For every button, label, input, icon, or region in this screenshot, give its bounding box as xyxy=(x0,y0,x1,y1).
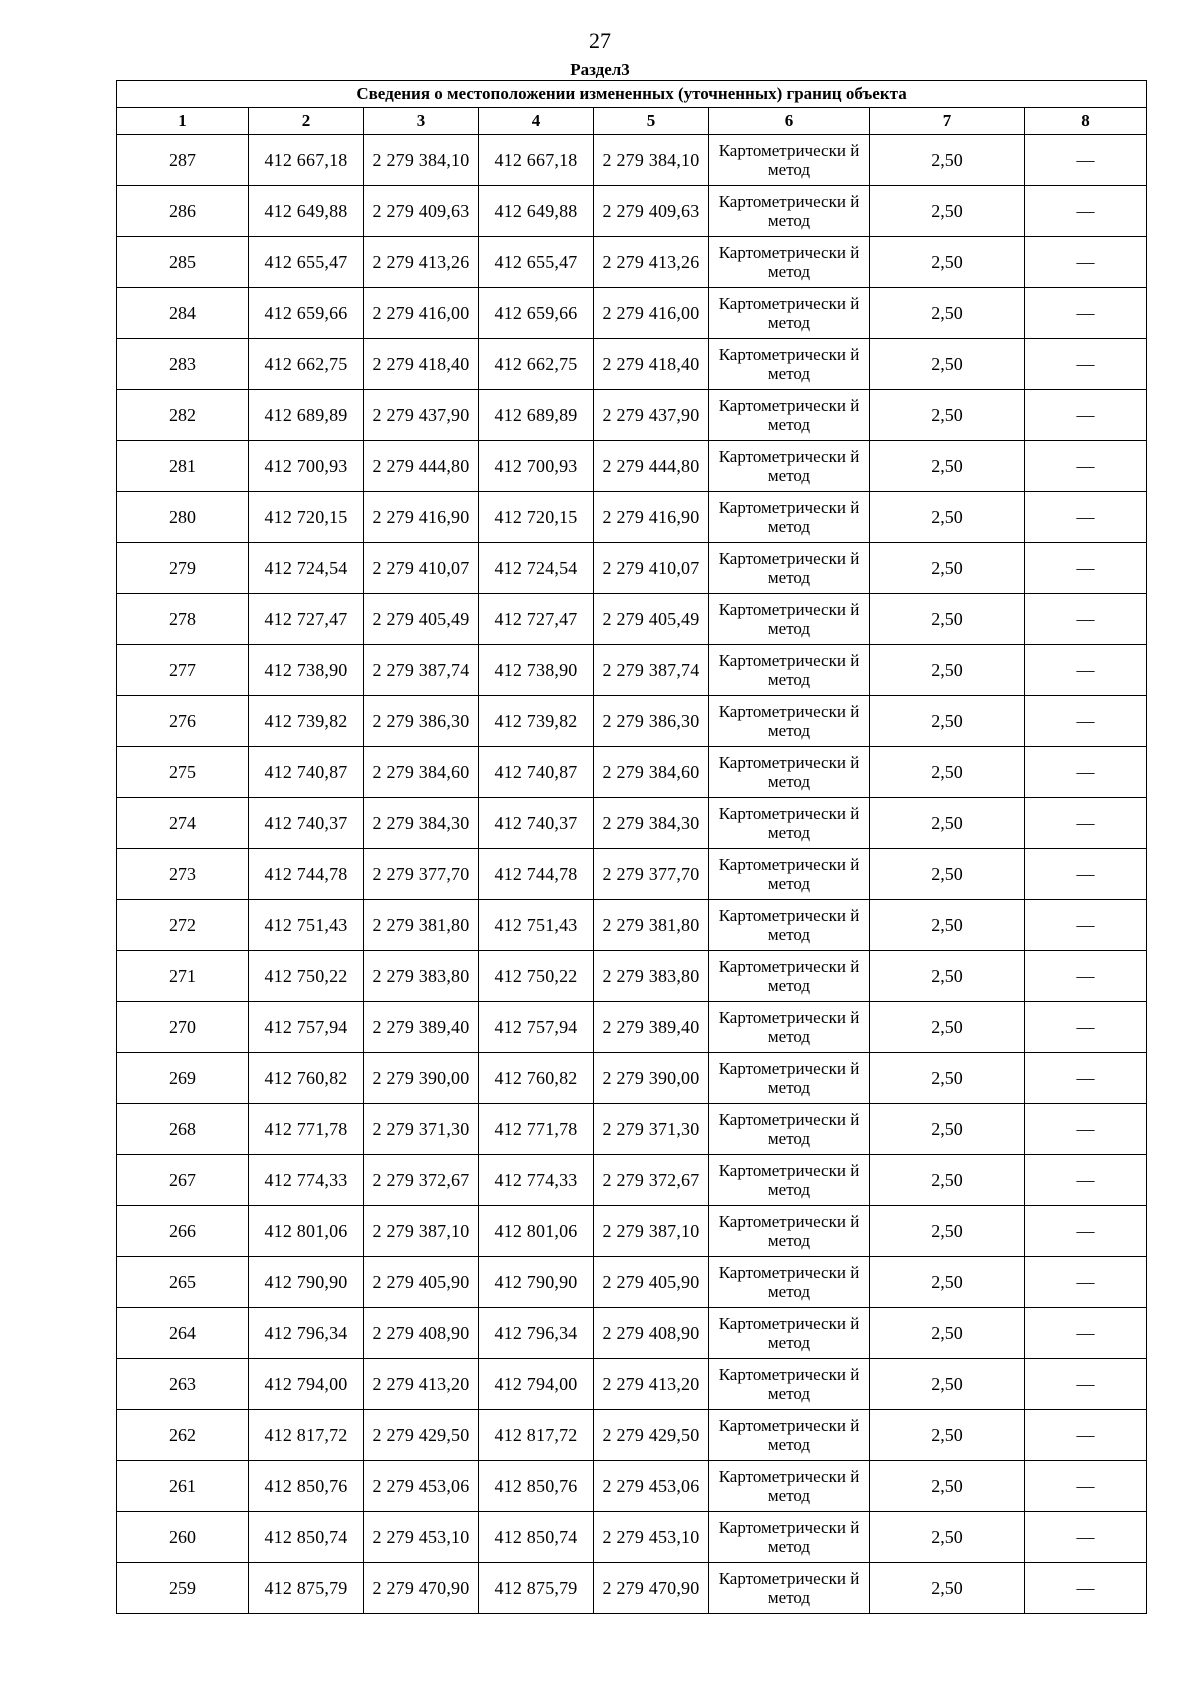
column-number-row xyxy=(117,108,1147,135)
x-new-cell: 412 700,93 xyxy=(479,441,594,492)
y-existing-cell: 2 279 381,80 xyxy=(364,900,479,951)
y-existing-cell: 2 279 418,40 xyxy=(364,339,479,390)
x-new-cell: 412 771,78 xyxy=(479,1104,594,1155)
column-number: 3 xyxy=(364,108,479,135)
table-row xyxy=(117,288,1147,339)
x-new-cell: 412 667,18 xyxy=(479,135,594,186)
description-cell: — xyxy=(1025,237,1147,288)
accuracy-cell: 2,50 xyxy=(870,1206,1025,1257)
x-new-cell: 412 744,78 xyxy=(479,849,594,900)
method-cell: Картометрически й метод xyxy=(709,1104,870,1155)
x-existing-cell: 412 850,74 xyxy=(249,1512,364,1563)
x-new-cell: 412 757,94 xyxy=(479,1002,594,1053)
column-number: 1 xyxy=(117,108,249,135)
accuracy-cell: 2,50 xyxy=(870,339,1025,390)
point-number-cell: 277 xyxy=(117,645,249,696)
y-existing-cell: 2 279 387,10 xyxy=(364,1206,479,1257)
description-cell: — xyxy=(1025,594,1147,645)
point-number-cell: 274 xyxy=(117,798,249,849)
method-cell: Картометрически й метод xyxy=(709,1308,870,1359)
method-cell: Картометрически й метод xyxy=(709,390,870,441)
x-new-cell: 412 790,90 xyxy=(479,1257,594,1308)
x-existing-cell: 412 740,37 xyxy=(249,798,364,849)
accuracy-cell: 2,50 xyxy=(870,186,1025,237)
y-new-cell: 2 279 389,40 xyxy=(594,1002,709,1053)
x-existing-cell: 412 739,82 xyxy=(249,696,364,747)
y-new-cell: 2 279 416,90 xyxy=(594,492,709,543)
accuracy-cell: 2,50 xyxy=(870,543,1025,594)
y-new-cell: 2 279 387,74 xyxy=(594,645,709,696)
y-new-cell: 2 279 377,70 xyxy=(594,849,709,900)
y-new-cell: 2 279 381,80 xyxy=(594,900,709,951)
x-new-cell: 412 739,82 xyxy=(479,696,594,747)
accuracy-cell: 2,50 xyxy=(870,1461,1025,1512)
page-number: 27 xyxy=(589,28,611,53)
x-existing-cell: 412 751,43 xyxy=(249,900,364,951)
method-cell: Картометрически й метод xyxy=(709,339,870,390)
table-row xyxy=(117,849,1147,900)
x-existing-cell: 412 774,33 xyxy=(249,1155,364,1206)
method-cell: Картометрически й метод xyxy=(709,1563,870,1614)
description-cell: — xyxy=(1025,1002,1147,1053)
point-number-cell: 260 xyxy=(117,1512,249,1563)
table-row xyxy=(117,645,1147,696)
method-cell: Картометрически й метод xyxy=(709,798,870,849)
y-new-cell: 2 279 405,49 xyxy=(594,594,709,645)
point-number-cell: 271 xyxy=(117,951,249,1002)
accuracy-cell: 2,50 xyxy=(870,1563,1025,1614)
description-cell: — xyxy=(1025,1563,1147,1614)
x-new-cell: 412 740,37 xyxy=(479,798,594,849)
table-row xyxy=(117,135,1147,186)
description-cell: — xyxy=(1025,1308,1147,1359)
x-existing-cell: 412 796,34 xyxy=(249,1308,364,1359)
description-cell: — xyxy=(1025,1410,1147,1461)
accuracy-cell: 2,50 xyxy=(870,645,1025,696)
y-existing-cell: 2 279 387,74 xyxy=(364,645,479,696)
y-new-cell: 2 279 453,10 xyxy=(594,1512,709,1563)
y-existing-cell: 2 279 408,90 xyxy=(364,1308,479,1359)
y-existing-cell: 2 279 377,70 xyxy=(364,849,479,900)
point-number-cell: 284 xyxy=(117,288,249,339)
x-existing-cell: 412 850,76 xyxy=(249,1461,364,1512)
table-row xyxy=(117,1206,1147,1257)
x-existing-cell: 412 750,22 xyxy=(249,951,364,1002)
x-new-cell: 412 738,90 xyxy=(479,645,594,696)
y-new-cell: 2 279 413,20 xyxy=(594,1359,709,1410)
column-number: 6 xyxy=(709,108,870,135)
x-existing-cell: 412 740,87 xyxy=(249,747,364,798)
point-number-cell: 270 xyxy=(117,1002,249,1053)
x-existing-cell: 412 744,78 xyxy=(249,849,364,900)
description-cell: — xyxy=(1025,1053,1147,1104)
accuracy-cell: 2,50 xyxy=(870,1104,1025,1155)
x-existing-cell: 412 757,94 xyxy=(249,1002,364,1053)
column-number: 4 xyxy=(479,108,594,135)
table-row xyxy=(117,237,1147,288)
y-new-cell: 2 279 416,00 xyxy=(594,288,709,339)
point-number-cell: 278 xyxy=(117,594,249,645)
x-existing-cell: 412 801,06 xyxy=(249,1206,364,1257)
description-cell: — xyxy=(1025,1155,1147,1206)
table-row xyxy=(117,441,1147,492)
table-row xyxy=(117,1512,1147,1563)
y-new-cell: 2 279 410,07 xyxy=(594,543,709,594)
x-existing-cell: 412 689,89 xyxy=(249,390,364,441)
method-cell: Картометрически й метод xyxy=(709,1053,870,1104)
method-cell: Картометрически й метод xyxy=(709,696,870,747)
y-new-cell: 2 279 408,90 xyxy=(594,1308,709,1359)
accuracy-cell: 2,50 xyxy=(870,594,1025,645)
point-number-cell: 265 xyxy=(117,1257,249,1308)
x-new-cell: 412 659,66 xyxy=(479,288,594,339)
table-row xyxy=(117,1002,1147,1053)
description-cell: — xyxy=(1025,441,1147,492)
y-new-cell: 2 279 386,30 xyxy=(594,696,709,747)
accuracy-cell: 2,50 xyxy=(870,951,1025,1002)
x-existing-cell: 412 655,47 xyxy=(249,237,364,288)
description-cell: — xyxy=(1025,390,1147,441)
x-existing-cell: 412 738,90 xyxy=(249,645,364,696)
y-existing-cell: 2 279 389,40 xyxy=(364,1002,479,1053)
x-existing-cell: 412 817,72 xyxy=(249,1410,364,1461)
column-number: 7 xyxy=(870,108,1025,135)
x-new-cell: 412 662,75 xyxy=(479,339,594,390)
description-cell: — xyxy=(1025,339,1147,390)
column-number: 8 xyxy=(1025,108,1147,135)
accuracy-cell: 2,50 xyxy=(870,1359,1025,1410)
point-number-cell: 285 xyxy=(117,237,249,288)
method-cell: Картометрически й метод xyxy=(709,1461,870,1512)
y-existing-cell: 2 279 405,49 xyxy=(364,594,479,645)
description-cell: — xyxy=(1025,1512,1147,1563)
table-row xyxy=(117,1410,1147,1461)
x-existing-cell: 412 659,66 xyxy=(249,288,364,339)
accuracy-cell: 2,50 xyxy=(870,237,1025,288)
description-cell: — xyxy=(1025,492,1147,543)
y-new-cell: 2 279 390,00 xyxy=(594,1053,709,1104)
accuracy-cell: 2,50 xyxy=(870,849,1025,900)
y-existing-cell: 2 279 416,00 xyxy=(364,288,479,339)
description-cell: — xyxy=(1025,1257,1147,1308)
point-number-cell: 286 xyxy=(117,186,249,237)
description-cell: — xyxy=(1025,900,1147,951)
y-existing-cell: 2 279 372,67 xyxy=(364,1155,479,1206)
x-new-cell: 412 760,82 xyxy=(479,1053,594,1104)
x-existing-cell: 412 771,78 xyxy=(249,1104,364,1155)
table-row xyxy=(117,543,1147,594)
x-new-cell: 412 649,88 xyxy=(479,186,594,237)
y-existing-cell: 2 279 384,30 xyxy=(364,798,479,849)
x-existing-cell: 412 662,75 xyxy=(249,339,364,390)
x-new-cell: 412 655,47 xyxy=(479,237,594,288)
method-cell: Картометрически й метод xyxy=(709,900,870,951)
accuracy-cell: 2,50 xyxy=(870,135,1025,186)
y-new-cell: 2 279 429,50 xyxy=(594,1410,709,1461)
x-existing-cell: 412 727,47 xyxy=(249,594,364,645)
y-new-cell: 2 279 470,90 xyxy=(594,1563,709,1614)
point-number-cell: 282 xyxy=(117,390,249,441)
point-number-cell: 269 xyxy=(117,1053,249,1104)
y-new-cell: 2 279 405,90 xyxy=(594,1257,709,1308)
boundary-coordinates-table xyxy=(116,80,1147,1614)
table-caption-row xyxy=(117,81,1147,108)
table-row xyxy=(117,1155,1147,1206)
x-new-cell: 412 689,89 xyxy=(479,390,594,441)
method-cell: Картометрически й метод xyxy=(709,1257,870,1308)
point-number-cell: 263 xyxy=(117,1359,249,1410)
y-new-cell: 2 279 372,67 xyxy=(594,1155,709,1206)
description-cell: — xyxy=(1025,1461,1147,1512)
method-cell: Картометрически й метод xyxy=(709,237,870,288)
y-existing-cell: 2 279 384,60 xyxy=(364,747,479,798)
y-existing-cell: 2 279 390,00 xyxy=(364,1053,479,1104)
method-cell: Картометрически й метод xyxy=(709,594,870,645)
y-existing-cell: 2 279 437,90 xyxy=(364,390,479,441)
point-number-cell: 287 xyxy=(117,135,249,186)
table-row xyxy=(117,1053,1147,1104)
y-existing-cell: 2 279 429,50 xyxy=(364,1410,479,1461)
description-cell: — xyxy=(1025,186,1147,237)
accuracy-cell: 2,50 xyxy=(870,696,1025,747)
description-cell: — xyxy=(1025,951,1147,1002)
accuracy-cell: 2,50 xyxy=(870,1155,1025,1206)
x-existing-cell: 412 667,18 xyxy=(249,135,364,186)
x-new-cell: 412 875,79 xyxy=(479,1563,594,1614)
x-existing-cell: 412 720,15 xyxy=(249,492,364,543)
y-existing-cell: 2 279 409,63 xyxy=(364,186,479,237)
method-cell: Картометрически й метод xyxy=(709,1410,870,1461)
description-cell: — xyxy=(1025,798,1147,849)
point-number-cell: 266 xyxy=(117,1206,249,1257)
method-cell: Картометрически й метод xyxy=(709,1206,870,1257)
x-existing-cell: 412 724,54 xyxy=(249,543,364,594)
point-number-cell: 276 xyxy=(117,696,249,747)
y-new-cell: 2 279 387,10 xyxy=(594,1206,709,1257)
y-existing-cell: 2 279 413,26 xyxy=(364,237,479,288)
method-cell: Картометрически й метод xyxy=(709,441,870,492)
table-row xyxy=(117,798,1147,849)
point-number-cell: 261 xyxy=(117,1461,249,1512)
method-cell: Картометрически й метод xyxy=(709,1002,870,1053)
table-row xyxy=(117,900,1147,951)
description-cell: — xyxy=(1025,696,1147,747)
accuracy-cell: 2,50 xyxy=(870,1257,1025,1308)
column-number: 2 xyxy=(249,108,364,135)
x-new-cell: 412 751,43 xyxy=(479,900,594,951)
y-existing-cell: 2 279 453,06 xyxy=(364,1461,479,1512)
y-existing-cell: 2 279 416,90 xyxy=(364,492,479,543)
method-cell: Картометрически й метод xyxy=(709,1512,870,1563)
point-number-cell: 283 xyxy=(117,339,249,390)
point-number-cell: 273 xyxy=(117,849,249,900)
y-new-cell: 2 279 437,90 xyxy=(594,390,709,441)
x-new-cell: 412 850,76 xyxy=(479,1461,594,1512)
y-new-cell: 2 279 383,80 xyxy=(594,951,709,1002)
method-cell: Картометрически й метод xyxy=(709,1155,870,1206)
table-row xyxy=(117,1104,1147,1155)
y-new-cell: 2 279 444,80 xyxy=(594,441,709,492)
x-existing-cell: 412 794,00 xyxy=(249,1359,364,1410)
table-row xyxy=(117,1461,1147,1512)
accuracy-cell: 2,50 xyxy=(870,390,1025,441)
y-existing-cell: 2 279 383,80 xyxy=(364,951,479,1002)
x-new-cell: 412 774,33 xyxy=(479,1155,594,1206)
y-new-cell: 2 279 384,60 xyxy=(594,747,709,798)
table-row xyxy=(117,339,1147,390)
x-existing-cell: 412 790,90 xyxy=(249,1257,364,1308)
accuracy-cell: 2,50 xyxy=(870,798,1025,849)
method-cell: Картометрически й метод xyxy=(709,186,870,237)
table-row xyxy=(117,951,1147,1002)
accuracy-cell: 2,50 xyxy=(870,492,1025,543)
method-cell: Картометрически й метод xyxy=(709,492,870,543)
method-cell: Картометрически й метод xyxy=(709,645,870,696)
x-existing-cell: 412 875,79 xyxy=(249,1563,364,1614)
y-new-cell: 2 279 384,10 xyxy=(594,135,709,186)
accuracy-cell: 2,50 xyxy=(870,747,1025,798)
point-number-cell: 275 xyxy=(117,747,249,798)
y-existing-cell: 2 279 371,30 xyxy=(364,1104,479,1155)
y-new-cell: 2 279 409,63 xyxy=(594,186,709,237)
point-number-cell: 280 xyxy=(117,492,249,543)
y-existing-cell: 2 279 410,07 xyxy=(364,543,479,594)
accuracy-cell: 2,50 xyxy=(870,441,1025,492)
y-existing-cell: 2 279 413,20 xyxy=(364,1359,479,1410)
description-cell: — xyxy=(1025,747,1147,798)
table-row xyxy=(117,696,1147,747)
point-number-cell: 272 xyxy=(117,900,249,951)
point-number-cell: 262 xyxy=(117,1410,249,1461)
x-new-cell: 412 850,74 xyxy=(479,1512,594,1563)
accuracy-cell: 2,50 xyxy=(870,288,1025,339)
description-cell: — xyxy=(1025,1206,1147,1257)
table-row xyxy=(117,492,1147,543)
table-row xyxy=(117,390,1147,441)
description-cell: — xyxy=(1025,1104,1147,1155)
point-number-cell: 259 xyxy=(117,1563,249,1614)
column-number: 5 xyxy=(594,108,709,135)
x-new-cell: 412 796,34 xyxy=(479,1308,594,1359)
x-existing-cell: 412 649,88 xyxy=(249,186,364,237)
method-cell: Картометрически й метод xyxy=(709,1359,870,1410)
table-row xyxy=(117,594,1147,645)
method-cell: Картометрически й метод xyxy=(709,543,870,594)
point-number-cell: 279 xyxy=(117,543,249,594)
x-new-cell: 412 724,54 xyxy=(479,543,594,594)
accuracy-cell: 2,50 xyxy=(870,1053,1025,1104)
method-cell: Картометрически й метод xyxy=(709,747,870,798)
table-row xyxy=(117,1563,1147,1614)
table-caption: Сведения о местоположении измененных (уточненных) границ объекта xyxy=(117,81,1147,108)
y-existing-cell: 2 279 386,30 xyxy=(364,696,479,747)
table-row xyxy=(117,1257,1147,1308)
point-number-cell: 268 xyxy=(117,1104,249,1155)
accuracy-cell: 2,50 xyxy=(870,900,1025,951)
table-row xyxy=(117,1308,1147,1359)
x-new-cell: 412 794,00 xyxy=(479,1359,594,1410)
table-row xyxy=(117,186,1147,237)
x-new-cell: 412 750,22 xyxy=(479,951,594,1002)
point-number-cell: 267 xyxy=(117,1155,249,1206)
accuracy-cell: 2,50 xyxy=(870,1410,1025,1461)
x-existing-cell: 412 760,82 xyxy=(249,1053,364,1104)
x-new-cell: 412 727,47 xyxy=(479,594,594,645)
accuracy-cell: 2,50 xyxy=(870,1308,1025,1359)
accuracy-cell: 2,50 xyxy=(870,1002,1025,1053)
y-new-cell: 2 279 418,40 xyxy=(594,339,709,390)
section-title: Раздел3 xyxy=(570,60,630,79)
y-existing-cell: 2 279 405,90 xyxy=(364,1257,479,1308)
description-cell: — xyxy=(1025,543,1147,594)
accuracy-cell: 2,50 xyxy=(870,1512,1025,1563)
y-new-cell: 2 279 371,30 xyxy=(594,1104,709,1155)
y-new-cell: 2 279 453,06 xyxy=(594,1461,709,1512)
x-new-cell: 412 720,15 xyxy=(479,492,594,543)
x-new-cell: 412 801,06 xyxy=(479,1206,594,1257)
y-new-cell: 2 279 384,30 xyxy=(594,798,709,849)
y-existing-cell: 2 279 453,10 xyxy=(364,1512,479,1563)
method-cell: Картометрически й метод xyxy=(709,849,870,900)
point-number-cell: 281 xyxy=(117,441,249,492)
description-cell: — xyxy=(1025,1359,1147,1410)
method-cell: Картометрически й метод xyxy=(709,135,870,186)
table-row xyxy=(117,1359,1147,1410)
method-cell: Картометрически й метод xyxy=(709,288,870,339)
y-existing-cell: 2 279 470,90 xyxy=(364,1563,479,1614)
x-existing-cell: 412 700,93 xyxy=(249,441,364,492)
description-cell: — xyxy=(1025,135,1147,186)
table-row xyxy=(117,747,1147,798)
description-cell: — xyxy=(1025,645,1147,696)
x-new-cell: 412 740,87 xyxy=(479,747,594,798)
point-number-cell: 264 xyxy=(117,1308,249,1359)
y-new-cell: 2 279 413,26 xyxy=(594,237,709,288)
method-cell: Картометрически й метод xyxy=(709,951,870,1002)
description-cell: — xyxy=(1025,849,1147,900)
description-cell: — xyxy=(1025,288,1147,339)
y-existing-cell: 2 279 444,80 xyxy=(364,441,479,492)
x-new-cell: 412 817,72 xyxy=(479,1410,594,1461)
y-existing-cell: 2 279 384,10 xyxy=(364,135,479,186)
